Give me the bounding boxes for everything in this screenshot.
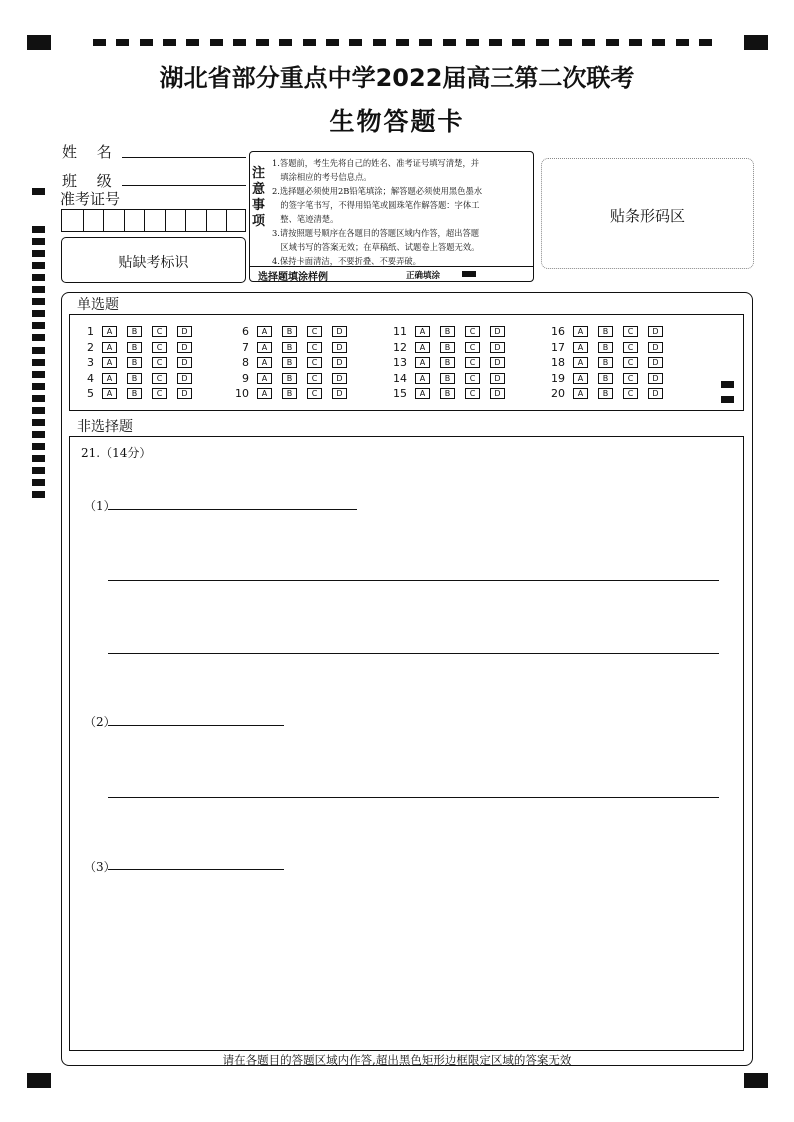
mcq-option-bubble[interactable]: C [623,357,638,368]
left-timing-mark [32,443,45,450]
mcq-question-number: 13 [393,356,407,369]
top-timing-mark [163,39,176,46]
mcq-option-bubble[interactable]: A [573,373,588,384]
mcq-option-bubble[interactable]: D [177,388,192,399]
left-timing-mark [32,407,45,414]
mcq-option-bubble[interactable]: D [332,342,347,353]
name-label: 姓 名 [62,143,112,161]
corner-mark-top-left [27,35,51,50]
part-1-line-a[interactable] [108,509,357,510]
mcq-option-bubble[interactable]: A [415,326,430,337]
notice-line: 整、笔迹清楚。 [272,214,339,224]
left-timing-mark [32,238,45,245]
notice-title-char: 注 [252,166,266,181]
mcq-option-bubble[interactable]: C [152,373,167,384]
mcq-option-bubble[interactable]: A [415,388,430,399]
mcq-option-bubble[interactable]: B [598,342,613,353]
absent-sticker-box [61,237,246,283]
question-21-header: 21.（14分） [81,446,152,460]
mcq-option-bubble[interactable]: A [102,342,117,353]
top-timing-mark [582,39,595,46]
mcq-option-bubble[interactable]: C [307,326,322,337]
correct-fill-sample [462,271,476,277]
mcq-option-bubble[interactable]: B [282,388,297,399]
mcq-option-bubble[interactable]: A [573,357,588,368]
mcq-option-bubble[interactable]: D [648,373,663,384]
part-2-label: （2） [84,715,116,729]
mcq-option-bubble[interactable]: C [465,357,480,368]
mcq-option-bubble[interactable]: D [490,388,505,399]
mcq-option-bubble[interactable]: A [573,388,588,399]
mcq-option-bubble[interactable]: B [282,373,297,384]
exam-id-label: 准考证号 [60,190,121,208]
mcq-option-bubble[interactable]: D [490,342,505,353]
top-timing-mark [326,39,339,46]
top-timing-mark [466,39,479,46]
mcq-option-bubble[interactable]: D [332,326,347,337]
notice-line: 区域书写的答案无效；在草稿纸、试题卷上答题无效。 [272,242,480,252]
mcq-option-bubble[interactable]: C [152,342,167,353]
mcq-question-number: 12 [393,340,407,354]
top-timing-mark [396,39,409,46]
mcq-option-bubble[interactable]: B [127,357,142,368]
exam-title: 湖北省部分重点中学2022届高三第二次联考 [159,64,635,92]
part-3-line-a[interactable] [108,869,284,870]
mcq-option-bubble[interactable]: B [127,373,142,384]
mcq-option-bubble[interactable]: B [440,357,455,368]
mcq-option-bubble[interactable]: D [490,357,505,368]
free-response-box[interactable] [69,436,744,1051]
mcq-option-bubble[interactable]: D [648,357,663,368]
exam-id-cell-divider [165,210,166,231]
mcq-option-bubble[interactable]: B [598,373,613,384]
mcq-option-bubble[interactable]: C [307,342,322,353]
class-label: 班 级 [62,172,112,190]
exam-id-grid[interactable] [61,209,246,232]
mcq-option-bubble[interactable]: D [177,373,192,384]
mcq-mark-1 [721,381,734,388]
mcq-option-bubble[interactable]: C [152,357,167,368]
top-timing-mark [629,39,642,46]
part-2-line-b[interactable] [108,797,719,798]
mcq-option-bubble[interactable]: A [415,342,430,353]
exam-id-cell-divider [103,210,104,231]
top-timing-mark [652,39,665,46]
notice-title [252,166,268,230]
top-timing-mark [512,39,525,46]
left-timing-mark [32,395,45,402]
exam-id-cell-divider [226,210,227,231]
left-timing-mark [32,286,45,293]
mcq-option-bubble[interactable]: D [648,326,663,337]
left-timing-mark [32,322,45,329]
mcq-option-bubble[interactable]: B [440,342,455,353]
notice-instructions [272,156,532,268]
left-timing-mark [32,359,45,366]
mcq-option-bubble[interactable]: D [177,342,192,353]
mcq-option-bubble[interactable]: A [102,357,117,368]
part-3-label: （3） [84,860,116,874]
left-timing-mark [32,479,45,486]
top-timing-mark [256,39,269,46]
mcq-option-bubble[interactable]: A [257,342,272,353]
corner-mark-top-right [744,35,768,50]
mcq-option-bubble[interactable]: D [332,357,347,368]
mcq-question-number: 6 [242,325,249,338]
notice-line: 4.保持卡面清洁，不要折叠、不要弄破。 [272,256,421,266]
mcq-option-bubble[interactable]: A [257,357,272,368]
top-timing-mark [210,39,223,46]
mcq-option-bubble[interactable]: D [490,326,505,337]
mcq-option-bubble[interactable]: D [332,388,347,399]
mcq-option-bubble[interactable]: B [598,388,613,399]
left-timing-mark [32,188,45,195]
top-timing-mark [489,39,502,46]
mcq-question-number: 1 [87,325,94,338]
mcq-option-bubble[interactable]: D [648,388,663,399]
mcq-option-bubble[interactable]: A [102,373,117,384]
mcq-option-bubble[interactable]: A [573,342,588,353]
mcq-option-bubble[interactable]: A [257,326,272,337]
mcq-question-number: 18 [551,356,565,369]
mcq-option-bubble[interactable]: A [102,326,117,337]
mcq-option-bubble[interactable]: D [177,357,192,368]
class-field[interactable] [122,185,246,186]
mcq-question-number: 11 [393,325,407,338]
mcq-option-bubble[interactable]: C [307,373,322,384]
mcq-option-bubble[interactable]: B [440,388,455,399]
mcq-option-bubble[interactable]: C [623,326,638,337]
top-timing-mark [349,39,362,46]
top-timing-mark [140,39,153,46]
mcq-question-number: 19 [551,371,565,385]
top-timing-mark [699,39,712,46]
left-timing-mark [32,250,45,257]
mcq-option-bubble[interactable]: C [465,373,480,384]
part-1-line-b[interactable] [108,580,719,581]
mcq-question-number: 8 [242,356,249,369]
barcode-area-label: 贴条形码区 [609,207,685,225]
left-timing-mark [32,467,45,474]
mcq-question-number: 5 [87,387,94,400]
mcq-option-bubble[interactable]: B [282,326,297,337]
left-timing-mark [32,298,45,305]
mcq-option-bubble[interactable]: B [598,357,613,368]
exam-id-cell-divider [124,210,125,231]
left-timing-mark [32,383,45,390]
notice-line: 填涂相应的考号信息点。 [272,172,372,182]
notice-line: 1.答题前，考生先将自己的姓名、准考证号填写清楚，并 [272,158,480,168]
left-timing-mark [32,455,45,462]
left-timing-mark [32,310,45,317]
mcq-option-bubble[interactable]: C [307,388,322,399]
mcq-option-bubble[interactable]: B [127,388,142,399]
barcode-area [541,158,754,269]
top-timing-mark [676,39,689,46]
mcq-option-bubble[interactable]: C [465,326,480,337]
mcq-option-bubble[interactable]: C [307,357,322,368]
top-timing-mark [443,39,456,46]
mcq-option-bubble[interactable]: A [102,388,117,399]
card-subtitle: 生物答题卡 [329,107,465,136]
left-timing-mark [32,347,45,354]
mcq-option-bubble[interactable]: C [623,388,638,399]
mcq-question-number: 2 [87,340,94,354]
mcq-option-bubble[interactable]: C [465,388,480,399]
mcq-option-bubble[interactable]: A [573,326,588,337]
mcq-option-bubble[interactable]: C [152,326,167,337]
left-timing-mark [32,431,45,438]
mcq-option-bubble[interactable]: B [282,357,297,368]
mcq-option-bubble[interactable]: B [440,326,455,337]
mcq-option-bubble[interactable]: C [623,342,638,353]
top-timing-mark [303,39,316,46]
correct-fill-label: 正确填涂 [406,271,441,281]
mcq-section-title: 单选题 [77,297,119,313]
mcq-option-bubble[interactable]: B [127,342,142,353]
top-timing-mark [606,39,619,46]
absent-sticker-label: 贴缺考标识 [118,255,189,271]
mcq-question-number: 15 [393,387,407,400]
left-timing-mark [32,226,45,233]
mcq-question-number: 20 [551,387,565,400]
notice-title-char: 意 [252,182,266,197]
mcq-option-bubble[interactable]: B [440,373,455,384]
mcq-option-bubble[interactable]: B [282,342,297,353]
exam-id-cell-divider [144,210,145,231]
mcq-option-bubble[interactable]: D [177,326,192,337]
top-timing-mark [373,39,386,46]
mcq-option-bubble[interactable]: D [648,342,663,353]
mcq-question-number: 7 [242,340,249,354]
free-response-section-title: 非选择题 [77,419,133,435]
mcq-option-bubble[interactable]: A [415,373,430,384]
notice-title-char: 事 [252,198,266,213]
mcq-option-bubble[interactable]: A [415,357,430,368]
mcq-mark-2 [721,396,734,403]
mcq-question-number: 16 [551,325,565,338]
mcq-question-number: 17 [551,340,565,354]
mcq-option-bubble[interactable]: D [490,373,505,384]
exam-id-cell-divider [206,210,207,231]
mcq-question-number: 14 [393,371,407,385]
mcq-question-number: 4 [87,371,94,385]
notice-line: 2.选择题必须使用2B铅笔填涂；解答题必须使用黑色墨水 [272,186,483,196]
left-timing-mark [32,419,45,426]
notice-title-char: 项 [252,214,266,229]
part-1-label: （1） [84,499,116,513]
mcq-option-bubble[interactable]: C [465,342,480,353]
top-timing-mark [536,39,549,46]
mcq-option-bubble[interactable]: A [257,388,272,399]
top-timing-mark [559,39,572,46]
corner-mark-bottom-left [27,1073,51,1088]
left-timing-mark [32,334,45,341]
top-timing-mark [233,39,246,46]
left-timing-mark [32,274,45,281]
top-timing-mark [279,39,292,46]
footer-note: 请在各题目的答题区域内作答,超出黑色矩形边框限定区域的答案无效 [222,1053,572,1067]
fill-sample-label: 选择题填涂样例 [258,272,328,283]
mcq-option-bubble[interactable]: A [257,373,272,384]
top-timing-mark [419,39,432,46]
mcq-option-bubble[interactable]: D [332,373,347,384]
left-timing-mark [32,371,45,378]
notice-line: 的签字笔书写，不得用铅笔或圆珠笔作解答题：字体工 [272,200,480,210]
name-field[interactable] [122,157,246,158]
top-timing-mark [93,39,106,46]
exam-id-cell-divider [185,210,186,231]
exam-id-cell-divider [83,210,84,231]
top-timing-mark [116,39,129,46]
mcq-option-bubble[interactable]: C [623,373,638,384]
mcq-question-number: 9 [242,371,249,385]
left-timing-mark [32,262,45,269]
corner-mark-bottom-right [744,1073,768,1088]
mcq-option-bubble[interactable]: C [152,388,167,399]
top-timing-mark [186,39,199,46]
left-timing-mark [32,491,45,498]
mcq-option-bubble[interactable]: B [127,326,142,337]
part-2-line-a[interactable] [108,725,284,726]
notice-line: 3.请按照题号顺序在各题目的答题区域内作答，超出答题 [272,228,480,238]
mcq-question-number: 3 [87,356,94,369]
mcq-option-bubble[interactable]: B [598,326,613,337]
mcq-question-number: 10 [235,387,249,400]
part-1-line-c[interactable] [108,653,719,654]
